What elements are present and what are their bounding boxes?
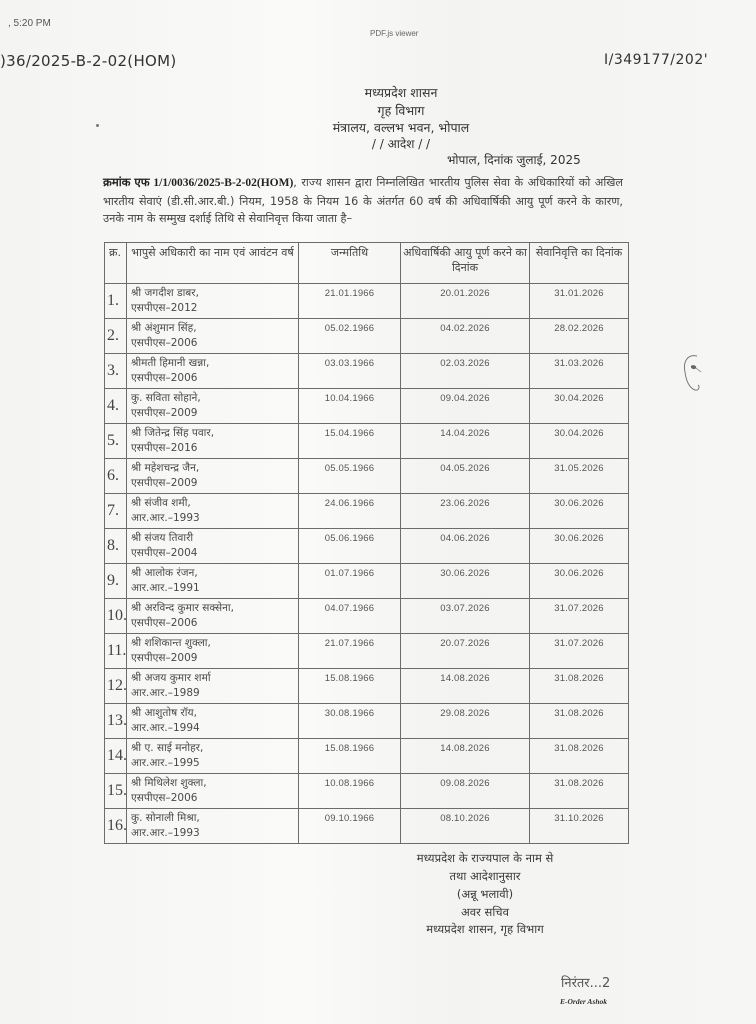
table-row <box>105 809 629 844</box>
cell-name <box>127 739 299 774</box>
officer-batch: आर.आर.–1991 <box>131 582 200 594</box>
serial-number: 11. <box>107 642 127 659</box>
officer-batch: एसपीएस–2016 <box>131 442 198 454</box>
retirement-table <box>104 242 629 844</box>
header-dob: जन्मतिथि <box>299 243 401 284</box>
header-department: गृह विभाग <box>377 103 425 118</box>
cell-superannuation <box>401 459 530 494</box>
cell-name <box>127 284 299 319</box>
cell-serial <box>105 564 127 599</box>
officer-name: श्री अजय कुमार शर्मा <box>131 672 211 684</box>
cell-superannuation <box>401 319 530 354</box>
superannuation-date: 30.06.2026 <box>440 568 490 579</box>
serial-number: 9. <box>107 572 119 589</box>
cell-retirement <box>530 599 629 634</box>
superannuation-date: 20.01.2026 <box>440 288 490 299</box>
officer-name: श्री आशुतोष रॉय, <box>131 707 197 719</box>
cell-retirement <box>530 389 629 424</box>
date-of-birth: 24.06.1966 <box>324 498 375 509</box>
cell-name <box>127 704 299 739</box>
retirement-date: 31.07.2026 <box>554 638 604 649</box>
cell-dob <box>299 599 401 634</box>
retirement-date: 30.06.2026 <box>554 568 604 579</box>
superannuation-date: 09.04.2026 <box>440 393 490 404</box>
retirement-date: 31.03.2026 <box>554 358 604 369</box>
cell-dob <box>299 739 401 774</box>
cell-dob <box>299 634 401 669</box>
officer-name: श्री अरविन्द कुमार सक्सेना, <box>131 602 234 614</box>
cell-serial <box>105 599 127 634</box>
cell-name <box>127 564 299 599</box>
handwritten-mark-icon <box>681 352 703 394</box>
cell-retirement <box>530 424 629 459</box>
table-row <box>105 494 629 529</box>
cell-retirement <box>530 809 629 844</box>
cell-serial <box>105 739 127 774</box>
cell-superannuation <box>401 354 530 389</box>
table-header-row <box>105 243 629 284</box>
date-of-birth: 15.08.1966 <box>324 673 375 684</box>
cell-superannuation <box>401 389 530 424</box>
date-of-birth: 21.01.1966 <box>324 288 375 299</box>
officer-batch: एसपीएस–2006 <box>131 372 198 384</box>
serial-number: 16. <box>107 817 127 834</box>
header-address: मंत्रालय, वल्लभ भवन, भोपाल <box>332 120 470 135</box>
cell-name <box>127 424 299 459</box>
order-paragraph <box>103 174 623 228</box>
serial-number: 6. <box>107 467 119 484</box>
date-of-birth: 21.07.1966 <box>324 638 375 649</box>
cell-name <box>127 494 299 529</box>
cell-dob <box>299 284 401 319</box>
cell-retirement <box>530 704 629 739</box>
date-of-birth: 09.10.1966 <box>324 813 375 824</box>
table-row <box>105 739 629 774</box>
cell-name <box>127 389 299 424</box>
date-of-birth: 03.03.1966 <box>324 358 375 369</box>
superannuation-date: 23.06.2026 <box>440 498 490 509</box>
order-body-text: , राज्य शासन द्वारा निम्नलिखित भारतीय पुलिस सेवा के अधिकारियों को अखिल भारतीय सेवाएं (डी.सी.आर.बी.) नियम, 1958 के नियम 16 के अंतर्गत 60 वर्ष की अधिवार्षिकी आयु पूर्ण करने के कारण, उनके नाम के सम्मुख दर्शाई तिथि से सेवानिवृत्त किया जाता है– <box>103 176 623 225</box>
cell-retirement <box>530 564 629 599</box>
superannuation-date: 03.07.2026 <box>440 603 490 614</box>
cell-superannuation <box>401 809 530 844</box>
officer-batch: एसपीएस–2012 <box>131 302 198 314</box>
table-row <box>105 704 629 739</box>
cell-name <box>127 354 299 389</box>
officer-name: श्री जगदीश डाबर, <box>131 287 199 299</box>
superannuation-date: 20.07.2026 <box>440 638 490 649</box>
retirement-date: 31.10.2026 <box>554 813 604 824</box>
cell-serial <box>105 354 127 389</box>
signature-line-2: तथा आदेशानुसार <box>449 869 521 883</box>
superannuation-date: 14.08.2026 <box>440 673 490 684</box>
cell-name <box>127 319 299 354</box>
cell-retirement <box>530 319 629 354</box>
cell-dob <box>299 529 401 564</box>
record-number: I/349177/202' <box>604 52 709 68</box>
cell-retirement <box>530 774 629 809</box>
cell-retirement <box>530 284 629 319</box>
table-row <box>105 284 629 319</box>
date-line: भोपाल, दिनांक जुलाई, 2025 <box>447 153 581 167</box>
table-row <box>105 774 629 809</box>
signatory-designation: अवर सचिव <box>461 905 509 919</box>
signatory-name: (अन्नू भलावी) <box>456 887 514 901</box>
retirement-date: 30.06.2026 <box>554 498 604 509</box>
cell-serial <box>105 319 127 354</box>
retirement-date: 31.08.2026 <box>554 743 604 754</box>
date-of-birth: 15.08.1966 <box>324 743 375 754</box>
cell-retirement <box>530 459 629 494</box>
cell-superannuation <box>401 529 530 564</box>
signature-line-1: मध्यप्रदेश के राज्यपाल के नाम से <box>416 851 554 865</box>
cell-name <box>127 669 299 704</box>
e-order-stamp: E-Order Ashok <box>560 997 608 1006</box>
table-row <box>105 424 629 459</box>
table-row <box>105 389 629 424</box>
serial-number: 10. <box>107 607 127 624</box>
retirement-date: 30.04.2026 <box>554 393 604 404</box>
retirement-date: 31.01.2026 <box>554 288 604 299</box>
viewer-title: PDF.js viewer <box>370 29 419 38</box>
officer-batch: एसपीएस–2006 <box>131 337 198 349</box>
serial-number: 8. <box>107 537 119 554</box>
cell-dob <box>299 319 401 354</box>
superannuation-date: 04.06.2026 <box>440 533 490 544</box>
table-row <box>105 634 629 669</box>
cell-serial <box>105 669 127 704</box>
cell-dob <box>299 564 401 599</box>
cell-superannuation <box>401 564 530 599</box>
cell-retirement <box>530 494 629 529</box>
cell-name <box>127 634 299 669</box>
officer-name: श्री मिथिलेश शुक्ला, <box>131 777 207 789</box>
retirement-date: 31.08.2026 <box>554 708 604 719</box>
officer-batch: एसपीएस–2009 <box>131 407 198 419</box>
file-reference: )36/2025-B-2-02(HOM) <box>0 52 177 70</box>
cell-superannuation <box>401 284 530 319</box>
cell-retirement <box>530 669 629 704</box>
cell-retirement <box>530 739 629 774</box>
serial-number: 14. <box>107 747 127 764</box>
ink-dot <box>96 124 99 127</box>
officer-batch: एसपीएस–2006 <box>131 792 198 804</box>
date-of-birth: 15.04.1966 <box>324 428 375 439</box>
officer-name: श्री आलोक रंजन, <box>131 567 198 579</box>
cell-serial <box>105 389 127 424</box>
date-of-birth: 05.02.1966 <box>324 323 375 334</box>
cell-dob <box>299 389 401 424</box>
officer-name: श्री अंशुमान सिंह, <box>131 322 197 334</box>
continued-marker: निरंतर...2 <box>561 976 611 991</box>
serial-number: 5. <box>107 432 119 449</box>
superannuation-date: 04.02.2026 <box>440 323 490 334</box>
date-of-birth: 30.08.1966 <box>324 708 375 719</box>
serial-number: 15. <box>107 782 127 799</box>
header-name: भापुसे अधिकारी का नाम एवं आवंटन वर्ष <box>127 243 299 284</box>
table-row <box>105 354 629 389</box>
cell-serial <box>105 704 127 739</box>
cell-dob <box>299 704 401 739</box>
cell-superannuation <box>401 599 530 634</box>
cell-retirement <box>530 354 629 389</box>
cell-serial <box>105 459 127 494</box>
cell-superannuation <box>401 424 530 459</box>
serial-number: 3. <box>107 362 119 379</box>
cell-superannuation <box>401 494 530 529</box>
header-serial: क्र. <box>105 243 127 284</box>
cell-dob <box>299 494 401 529</box>
table-row <box>105 564 629 599</box>
serial-number: 2. <box>107 327 119 344</box>
superannuation-date: 29.08.2026 <box>440 708 490 719</box>
officer-name: श्री ए. साई मनोहर, <box>131 742 204 754</box>
officer-batch: आर.आर.–1989 <box>131 687 200 699</box>
officer-name: श्री संजय तिवारी <box>131 532 194 544</box>
officer-batch: एसपीएस–2009 <box>131 652 198 664</box>
cell-superannuation <box>401 669 530 704</box>
superannuation-date: 09.08.2026 <box>440 778 490 789</box>
retirement-date: 31.07.2026 <box>554 603 604 614</box>
cell-dob <box>299 354 401 389</box>
header-order-title: / / आदेश / / <box>371 137 431 151</box>
retirement-date: 31.08.2026 <box>554 778 604 789</box>
table-row <box>105 529 629 564</box>
header-government: मध्यप्रदेश शासन <box>364 85 438 100</box>
officer-batch: आर.आर.–1993 <box>131 827 200 839</box>
serial-number: 4. <box>107 397 119 414</box>
officer-batch: आर.आर.–1995 <box>131 757 200 769</box>
order-number: क्रमांक एफ 1/1/0036/2025-B-2-02(HOM) <box>103 177 294 189</box>
cell-superannuation <box>401 739 530 774</box>
officer-name: कु. सोनाली मिश्रा, <box>131 812 200 824</box>
superannuation-date: 14.04.2026 <box>440 428 490 439</box>
header-superannuation: अधिवार्षिकी आयु पूर्ण करने का दिनांक <box>401 243 530 284</box>
table-row <box>105 669 629 704</box>
cell-superannuation <box>401 704 530 739</box>
cell-serial <box>105 634 127 669</box>
cell-serial <box>105 809 127 844</box>
cell-retirement <box>530 529 629 564</box>
cell-name <box>127 459 299 494</box>
cell-name <box>127 774 299 809</box>
header-retirement: सेवानिवृत्ति का दिनांक <box>530 243 629 284</box>
retirement-date: 30.04.2026 <box>554 428 604 439</box>
officer-batch: एसपीएस–2004 <box>131 547 198 559</box>
serial-number: 7. <box>107 502 119 519</box>
cell-superannuation <box>401 634 530 669</box>
cell-serial <box>105 494 127 529</box>
cell-dob <box>299 774 401 809</box>
superannuation-date: 04.05.2026 <box>440 463 490 474</box>
officer-name: श्री जितेन्द्र सिंह पवार, <box>131 427 215 439</box>
cell-dob <box>299 669 401 704</box>
retirement-date: 28.02.2026 <box>554 323 604 334</box>
cell-dob <box>299 459 401 494</box>
cell-name <box>127 809 299 844</box>
cell-retirement <box>530 634 629 669</box>
cell-dob <box>299 424 401 459</box>
cell-superannuation <box>401 774 530 809</box>
officer-name: श्रीमती हिमानी खन्ना, <box>131 357 210 369</box>
cell-serial <box>105 529 127 564</box>
serial-number: 12. <box>107 677 127 694</box>
cell-serial <box>105 284 127 319</box>
date-of-birth: 01.07.1966 <box>324 568 375 579</box>
officer-batch: आर.आर.–1994 <box>131 722 200 734</box>
table-row <box>105 319 629 354</box>
table-row <box>105 599 629 634</box>
date-of-birth: 10.04.1966 <box>324 393 375 404</box>
officer-name: श्री संजीव शमी, <box>131 497 191 509</box>
date-of-birth: 10.08.1966 <box>324 778 375 789</box>
date-of-birth: 05.05.1966 <box>324 463 375 474</box>
cell-name <box>127 529 299 564</box>
officer-name: कु. सविता सोहाने, <box>131 392 201 404</box>
serial-number: 13. <box>107 712 127 729</box>
cell-serial <box>105 774 127 809</box>
superannuation-date: 02.03.2026 <box>440 358 490 369</box>
superannuation-date: 14.08.2026 <box>440 743 490 754</box>
date-of-birth: 04.07.1966 <box>324 603 375 614</box>
cell-serial <box>105 424 127 459</box>
officer-name: श्री महेशचन्द्र जैन, <box>131 462 200 474</box>
cell-name <box>127 599 299 634</box>
officer-batch: एसपीएस–2009 <box>131 477 198 489</box>
table-row <box>105 459 629 494</box>
officer-batch: आर.आर.–1993 <box>131 512 200 524</box>
date-of-birth: 05.06.1966 <box>324 533 375 544</box>
serial-number: 1. <box>107 292 119 309</box>
officer-name: श्री शशिकान्त शुक्ला, <box>131 637 211 649</box>
print-time: , 5:20 PM <box>8 18 51 29</box>
officer-batch: एसपीएस–2006 <box>131 617 198 629</box>
cell-dob <box>299 809 401 844</box>
superannuation-date: 08.10.2026 <box>440 813 490 824</box>
retirement-date: 30.06.2026 <box>554 533 604 544</box>
retirement-date: 31.05.2026 <box>554 463 604 474</box>
retirement-date: 31.08.2026 <box>554 673 604 684</box>
signatory-department: मध्यप्रदेश शासन, गृह विभाग <box>426 922 544 936</box>
